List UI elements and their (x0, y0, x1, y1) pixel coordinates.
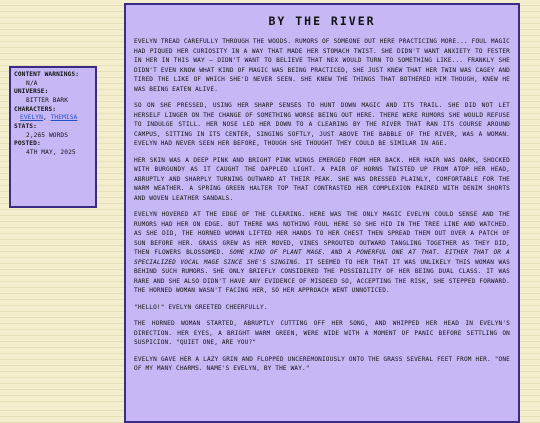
story-paragraph (134, 210, 510, 296)
paragraph-text: IT SEEMED TO HER THAT IT WAS UNLIKELY THIS WOMAN WAS BEHIND SUCH RUMORS. SHE ONLY BRIEFLY CONSIDERED THE POSSIBILITY OF HER BEING DUAL CLASS. IT WAS RARE AND SHE ALSO DIDN'T HAVE ANY EVIDENCE OF MISDEED SO, ACCEPTING THE RISK, SHE STEPPED FORWARD. THE HORNED WOMAN WASN'T FACING HER, SO HER APPROACH WENT UNNOTICED. (134, 258, 510, 294)
story-info-panel (9, 66, 97, 208)
story-paragraph: EVELYN GAVE HER A LAZY GRIN AND FLOPPED UNCEREMONIOUSLY ONTO THE GRASS SEVERAL FEET FROM HER. "ONE OF MY MANY CHARMS. NAME'S EVELYN, BY THE WAY." (134, 355, 510, 372)
story-paragraph: SO ON SHE PRESSED, USING HER SHARP SENSES TO HUNT DOWN MAGIC AND ITS TRAIL. SHE DID NOT LET HERSELF LINGER ON THE CHANGE OF SOMETHING WORSE BEING OUT HERE. THERE WERE RUMORS SHE WOULD REFUSE TO INDULGE STILL. HER NOSE LED HER DOWN TO A CLEARING BY THE RIVER THAT RAN ITS COURSE AROUND CAMPUS, SITTING IN ITS CENTER, SINGING SOFTLY, JUST ABOVE THE BABBLE OF THE RIVER, WAS A WOMAN. EVELYN HAD NEVER SEEN HER BEFORE, THOUGH SHE THOUGHT THEY COULD BE SIMILAR IN AGE. (134, 102, 510, 147)
story-paragraph: HER SKIN WAS A DEEP PINK AND BRIGHT PINK WINGS EMERGED FROM HER BACK. HER HAIR WAS DARK, SHOCKED WITH BURGUNDY AS IT CAUGHT THE DAPPLED LIGHT. A PAIR OF HORNS TWISTED UP FROM ATOP HER HEAD, ABRUPTLY AND SHARPLY TURNING OUTWARD AT THEIR PEAK. SHE WAS DRESSED PLAINLY, COMFORTABLE FOR THE WARM WEATHER. A SPRING GREEN HALTER TOP THAT CONTRASTED HER COMPLEXION PAIRED WITH DENIM SHORTS AND WOVEN LEATHER SANDALS. (134, 156, 510, 202)
character-separator: , (42, 114, 51, 122)
universe-label: UNIVERSE: (14, 88, 49, 96)
posted-date: 4TH MAY, 2025 (26, 149, 76, 157)
character-link-evelyn[interactable]: EVELYN (20, 114, 43, 122)
story-title: BY THE RIVER (268, 14, 376, 28)
story-paragraph: EVELYN TREAD CAREFULLY THROUGH THE WOODS. RUMORS OF SOMEONE OUT HERE PRACTICING MORE... FOUL MAGIC HAD PIQUED HER CURIOSITY IN A WAY THAT MADE HER STOMACH TWIST. SHE DIDN'T WANT ANXIETY TO FESTER IN HER IN THIS WAY – DIDN'T WANT TO BELIEVE THAT NEX WOULD TURN TO SOMETHING LIKE... FRANKLY SHE DIDN'T EVEN KNOW WHAT KIND OF MAGIC WAS BEING PRACTICED, SHE JUST KNEW THAT HER TWIN WAS CAGEY AND TIRED THE LIKE OF WHICH SHE'D NEVER SEEN. SHE KNEW THE THINGS THAT BOTHERED HIM THOUGH, KNEW HE WAS BEING EATEN ALIVE. (134, 38, 510, 93)
content-warnings-label: CONTENT WARNINGS: (14, 71, 80, 78)
story-paragraph: THE HORNED WOMAN STARTED, ABRUPTLY CUTTING OFF HER SONG, AND WHIPPED HER HEAD IN EVELYN'S DIRECTION. HER EYES, A BRIGHT WARM GREEN, WERE WIDE WITH A MOMENT OF PANIC BEFORE SETTLING ON SUSPICION. "QUIET ONE, ARE YOU?" (134, 320, 510, 346)
characters-list (14, 114, 92, 123)
emphasized-thought: SOME KIND OF PLANT MAGE. AND A POWERFUL ONE AT THAT. EITHER THAT OR A SPECIALIZED VOCAL MAGE SINCE SHE'S SINGING. (134, 249, 510, 266)
universe-value: BITTER BARK (26, 97, 69, 105)
characters-label: CHARACTERS: (14, 105, 57, 113)
character-link-themisa[interactable]: THEMISA (50, 114, 78, 122)
word-count: 2,265 WORDS (26, 131, 69, 139)
paragraph-text: EVELYN HOVERED AT THE EDGE OF THE CLEARING. HERE WAS THE ONLY MAGIC EVELYN COULD SENSE AND THE RUMORS HAD HER ON EDGE. BUT THERE WAS NOTHING FOUL HERE SO SHE HID IN THE TREE LINE AND WATCHED. AS SHE DID, THE HORNED WOMAN LIFTED HER HANDS TO HER CHEST THEN SPREAD THEM OUT OVER A PATCH OF SUN BEFORE HER. GRASS GREW AS HER MOVED, VINES SPROUTED OUTWARD TANGLING TOGETHER AS THEY DID, THEN FLOWERS BLOSSOMED. (134, 211, 510, 256)
content-warnings-value: N/A (26, 79, 38, 87)
story-panel (124, 3, 520, 423)
story-paragraph: "HELLO!" EVELYN GREETED CHEERFULLY. (134, 303, 268, 311)
posted-label: POSTED: (14, 140, 41, 148)
stats-label: STATS: (14, 123, 37, 131)
